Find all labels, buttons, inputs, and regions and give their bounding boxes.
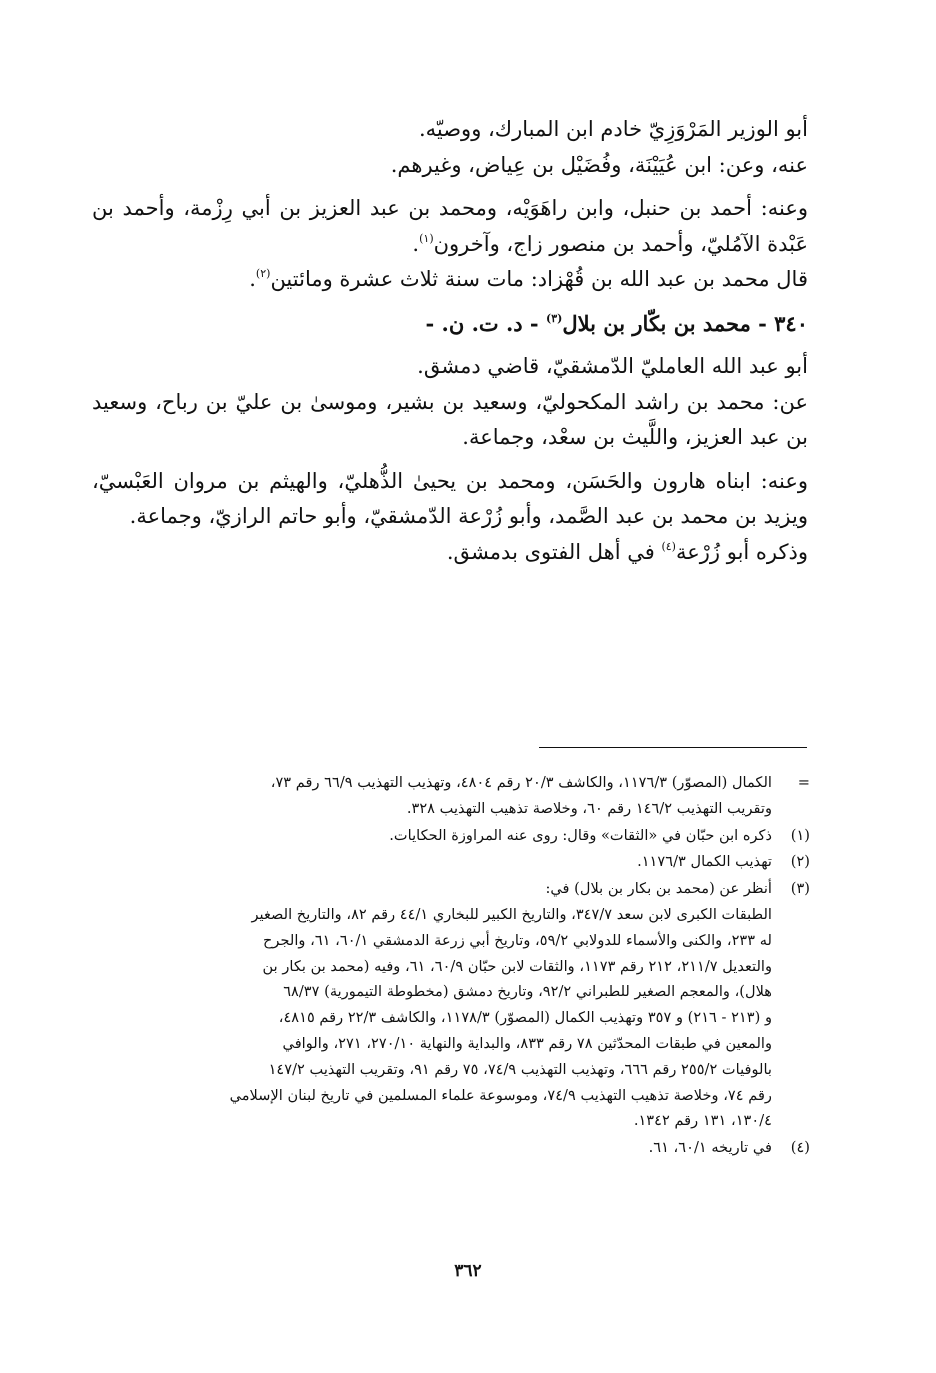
- entry-title-text: ٣٤٠ - محمد بن بكّار بن بلال: [562, 310, 808, 336]
- body-text: .: [412, 231, 420, 256]
- body-text: .: [249, 267, 256, 291]
- footnote-line: الكمال (المصوّر) ١١٧٦/٣، والكاشف ٢٠/٣ رقم ٤٨٠٤، وتهذيب التهذيب ٦٦/٩ رقم ٧٣،: [270, 774, 772, 791]
- footnote-number: (٤): [790, 1139, 810, 1157]
- footnote-line: وتقريب التهذيب ١٤٦/٢ رقم ٦٠، وخلاصة تذهيب التهذيب ٣٢٨.: [406, 799, 772, 817]
- footnote-line: في تاريخه ٦٠/١، ٦١.: [648, 1139, 772, 1157]
- body-line: [92, 535, 808, 571]
- body-line: [92, 262, 808, 298]
- footnote-2: [92, 849, 810, 875]
- footnote-ref-3[interactable]: (٣): [545, 311, 563, 325]
- footnote-line: و (٢١٣ - ٢١٦) و ٣٥٧ وتهذيب الكمال (المصوّر) ١١٧٨/٣، والكاشف ٢٢/٣ رقم ٤٨١٥،: [278, 1009, 772, 1027]
- body-line: أبو عبد الله العامليّ الدّمشقيّ، قاضي دمشق.: [417, 354, 808, 378]
- footnote-number: (٢): [790, 853, 810, 871]
- body-text: وذكره أبو زُرْعة: [675, 539, 808, 564]
- footnote-line: أنظر عن (محمد بن بكار بن بلال) في:: [545, 880, 772, 898]
- footnote-divider: [539, 747, 807, 748]
- footnote-1: [92, 823, 810, 849]
- footnotes: [92, 770, 810, 1162]
- footnote-line: ١٣٠/٤، ١٣١ رقم ١٣٤٢.: [633, 1112, 772, 1130]
- entry-heading: [92, 306, 808, 342]
- main-text: [92, 112, 808, 570]
- paragraph-gap: [92, 298, 808, 306]
- body-paragraph: عن: محمد بن راشد المكحوليّ، وسعيد بن بشير، وموسىٰ بن عليّ بن رباح، وسعيد بن عبد العزيز، واللَّيث بن سعْد، وجماعة.: [92, 389, 808, 449]
- footnote-line: هلال)، والمعجم الصغير للطبراني ٩٢/٢، وتاريخ دمشق (مخطوطة التيمورية) ٦٨/٣٧: [283, 983, 772, 1001]
- footnote-line: ذكره ابن حبّان في «الثقات» وقال: روى عنه المراوزة الحكايات.: [389, 826, 772, 844]
- continuation-marker: =: [797, 774, 810, 791]
- footnote-4: [92, 1135, 810, 1161]
- body-text: وعنه: أحمد بن حنبل، وابن راهَوَيْه، ومحمد بن عبد العزيز بن أبي رِزْمة، وأحمد بن عَبْدة الآمُليّ، وأحمد بن منصور زاج، وآخرون: [92, 196, 808, 256]
- footnote-line: والمعين في طبقات المحدّثين ٧٨ رقم ٨٣٣، والبداية والنهاية ٢٧٠/١٠، ٢٧١، والوافي: [282, 1034, 772, 1052]
- paragraph-gap: [92, 456, 808, 464]
- body-paragraph: [92, 191, 808, 262]
- footnote-line: رقم ٧٤، وخلاصة تذهيب التهذيب ٧٤/٩، وموسوعة علماء المسلمين في تاريخ لبنان الإسلامي: [229, 1086, 772, 1104]
- footnote-ref-1[interactable]: (١): [419, 231, 434, 245]
- entry-codes: - د. ت. ن. -: [425, 310, 539, 336]
- footnote-number: (١): [790, 826, 810, 844]
- body-line: أبو الوزير المَرْوَزِيّ خادم ابن المبارك، ووصيّه.: [418, 117, 808, 141]
- footnote-3: [92, 876, 810, 1134]
- footnote-ref-4[interactable]: (٤): [661, 539, 676, 553]
- body-text: قال محمد بن عبد الله بن قُهْزاد: مات سنة ثلاث عشرة ومائتين: [270, 267, 808, 291]
- footnote-continuation: [92, 770, 810, 822]
- footnote-ref-2[interactable]: (٢): [255, 267, 271, 280]
- body-line: عنه، وعن: ابن عُيَيْنَة، وفُضَيْل بن عِياض، وغيرهم.: [390, 152, 808, 177]
- page-number: ٣٦٢: [454, 1261, 482, 1281]
- footnote-line: تهذيب الكمال ١١٧٦/٣.: [637, 853, 772, 871]
- footnote-line: الطبقات الكبرى لابن سعد ٣٤٧/٧، والتاريخ الكبير للبخاري ٤٤/١ رقم ٨٢، والتاريخ الصغير: [251, 905, 772, 923]
- body-text: في أهل الفتوى بدمشق.: [446, 539, 662, 564]
- footnote-line: له ٢٣٣، والكنى والأسماء للدولابي ٥٩/٢، وتاريخ أبي زرعة الدمشقي ٦٠/١، ٦١، والجرح: [263, 931, 772, 949]
- footnote-line: والتعديل ٢١١/٧، ٢١٢ رقم ١١٧٣، والثقات لابن حبّان ٦٠/٩، ٦١، وفيه (محمد بن بكار بن: [262, 957, 772, 975]
- paragraph-gap: [92, 341, 808, 349]
- paragraph-gap: [92, 183, 808, 191]
- body-paragraph: وعنه: ابناه هارون والحَسَن، ومحمد بن يحيىٰ الذُّهليّ، والهيثم بن مروان العَبْسيّ، ويزيد بن محمد بن عبد الصَّمد، وأبو زُرْعة الدّمشقيّ، وأبو حاتم الرازيّ، وجماعة.: [92, 468, 808, 528]
- footnote-line: بالوفيات ٢٥٥/٢ رقم ٦٦٦، وتهذيب التهذيب ٧٤/٩، ٧٥ رقم ٩١، وتقريب التهذيب ١٤٧/٢: [268, 1060, 772, 1078]
- footnote-number: (٣): [790, 880, 810, 898]
